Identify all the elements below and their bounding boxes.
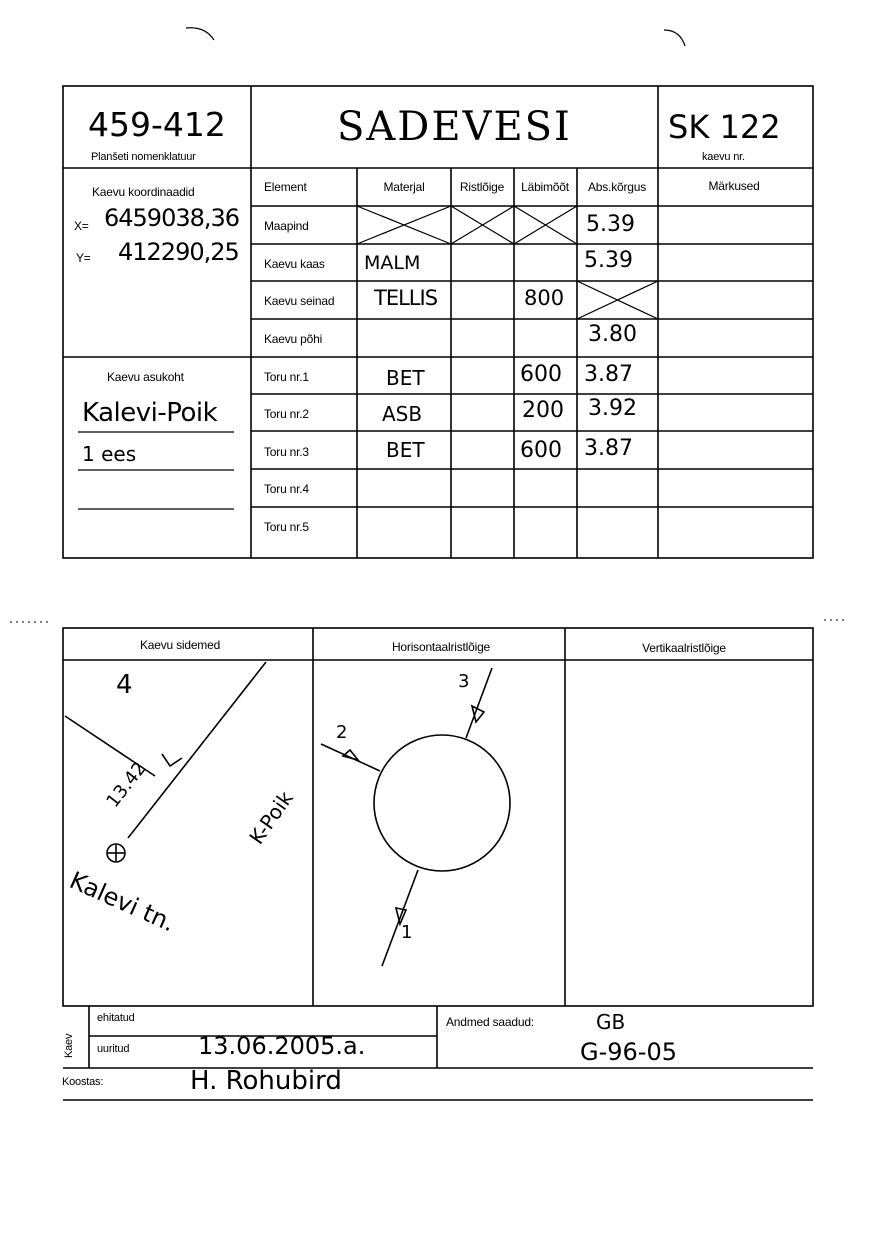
row-element: Toru nr.1: [264, 370, 309, 384]
row-diameter: 200: [522, 398, 564, 423]
row-material: ASB: [382, 402, 423, 426]
well-label: kaevu nr.: [702, 151, 745, 163]
row-element: Toru nr.2: [264, 407, 309, 421]
row-material: TELLIS: [374, 286, 438, 310]
location-line2: 1 ees: [82, 442, 137, 466]
connection-label-4: 4: [116, 670, 133, 700]
data-received-line2: G-96-05: [580, 1038, 677, 1066]
compiled-value: H. Rohubird: [190, 1066, 342, 1096]
punch-mark: [186, 28, 214, 40]
pipe-label-2: 2: [336, 722, 348, 743]
x-label: X=: [74, 219, 89, 233]
data-received-line1: GB: [596, 1010, 626, 1034]
street-label-k-poik: K-Poik: [244, 786, 298, 849]
coordinates-label: Kaevu koordinaadid: [92, 185, 195, 199]
header-element: Element: [264, 180, 307, 194]
plan-number: 459-412: [88, 105, 226, 144]
row-material: BET: [386, 438, 425, 462]
row-element: Toru nr.5: [264, 520, 309, 534]
data-received-label: Andmed saadud:: [446, 1015, 534, 1029]
row-abs-height: 5.39: [584, 248, 633, 273]
surveyed-value: 13.06.2005.a.: [198, 1032, 366, 1060]
well-number: SK 122: [668, 108, 781, 146]
y-label: Y=: [76, 251, 91, 265]
page-title: SADEVESI: [337, 104, 572, 150]
row-diameter: 800: [524, 286, 565, 310]
row-element: Kaevu kaas: [264, 257, 325, 271]
location-label: Kaevu asukoht: [107, 370, 184, 384]
header-abs-height: Abs.kõrgus: [587, 180, 647, 194]
pipe-label-1: 1: [401, 922, 413, 943]
header-material: Materjal: [383, 180, 425, 194]
y-value: 412290,25: [118, 238, 239, 266]
compiled-label: Koostas:: [62, 1076, 104, 1088]
built-label: ehitatud: [97, 1012, 135, 1024]
location-line1: Kalevi-Poik: [82, 398, 218, 428]
row-material: MALM: [364, 252, 421, 274]
horizontal-label: Horisontaalristlõige: [391, 640, 491, 654]
row-material: BET: [386, 366, 425, 390]
row-diameter: 600: [520, 438, 562, 463]
row-element: Kaevu põhi: [264, 332, 323, 346]
well-vertical-label: Kaev: [63, 1033, 75, 1058]
street-label-kalevi: Kalevi tn.: [65, 866, 180, 938]
plan-label: Planšeti nomenklatuur: [91, 151, 196, 163]
row-element: Toru nr.3: [264, 445, 309, 459]
row-abs-height: 5.39: [586, 212, 635, 237]
row-element: Toru nr.4: [264, 482, 309, 496]
connections-label: Kaevu sidemed: [139, 638, 221, 652]
header-cross-section: Ristlõige: [459, 180, 505, 194]
horizontal-section-sketch: [321, 668, 510, 966]
row-abs-height: 3.92: [588, 396, 637, 421]
row-abs-height: 3.87: [584, 362, 633, 387]
distance-label: 13.42: [102, 758, 151, 812]
punch-mark: [664, 30, 685, 46]
row-element: Kaevu seinad: [264, 294, 335, 308]
row-diameter: 600: [520, 362, 562, 387]
header-diameter: Läbimõõt: [521, 180, 569, 194]
vertical-label: Vertikaalristlõige: [642, 641, 726, 655]
row-abs-height: 3.80: [588, 322, 637, 347]
surveyed-label: uuritud: [97, 1043, 130, 1055]
pipe-label-3: 3: [458, 671, 470, 692]
connections-sketch: [65, 662, 266, 862]
row-abs-height: 3.87: [584, 436, 633, 461]
header-notes: Märkused: [708, 179, 760, 193]
x-value: 6459038,36: [104, 204, 240, 232]
row-element: Maapind: [264, 219, 309, 233]
